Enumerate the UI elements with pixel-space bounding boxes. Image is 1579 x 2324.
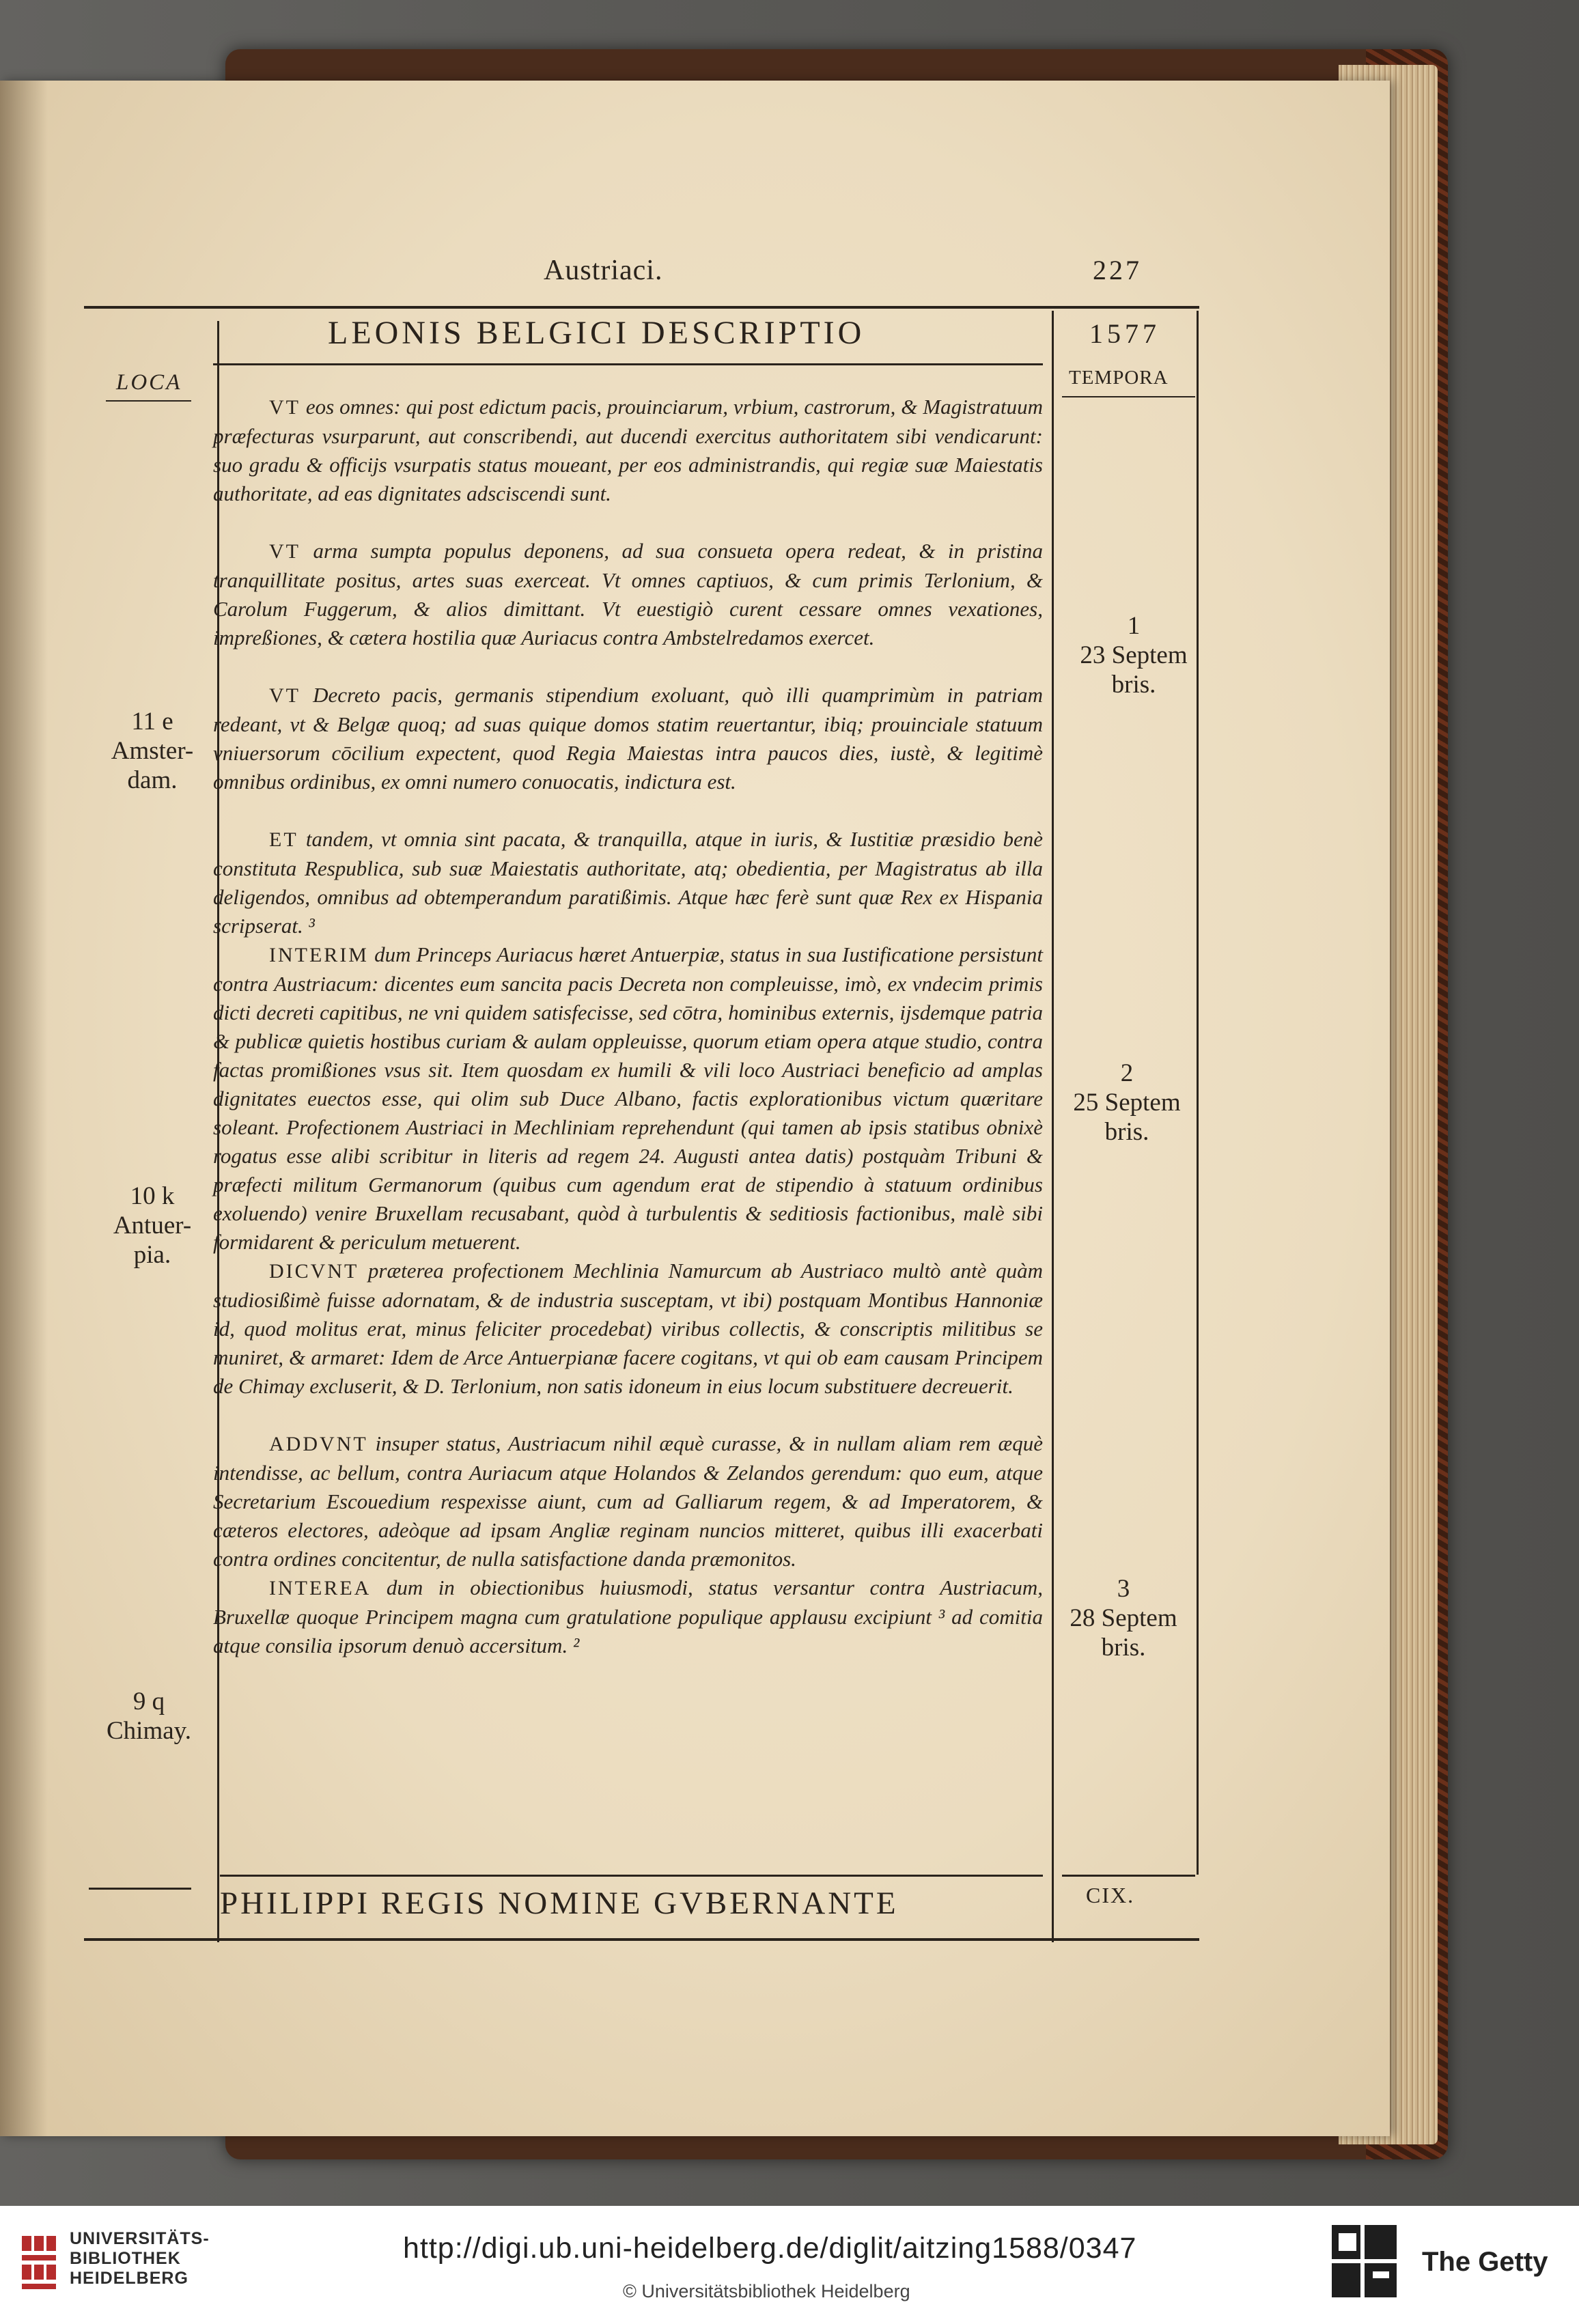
- margin-date-line: 3: [1117, 1575, 1130, 1603]
- paragraph-lead: VT: [269, 396, 301, 419]
- bottom-margin-rule-right: [1062, 1875, 1195, 1877]
- text-body: [213, 393, 1043, 1660]
- loca-rule: [106, 400, 191, 402]
- library-name-line: HEIDELBERG: [70, 2269, 188, 2288]
- paragraph: [213, 940, 1043, 1257]
- margin-date-line: 2: [1120, 1059, 1134, 1087]
- paragraph-text: tandem, vt omnia sint pacata, & tranquilla, atque in iuris, & Iustitiæ præsidio benè constituta Respublica, sub suæ Maiestatis authoritate, atq; obedientia, per Magistratus ab illa deligendos, omnibus ad obtemperandum paratißimis. Atque hæc ferè sunt quæ Rex ex Hispania scripserat. ³: [213, 827, 1044, 938]
- permalink[interactable]: http://digi.ub.uni-heidelberg.de/diglit/aitzing1588/0347: [403, 2232, 1137, 2265]
- paragraph: [213, 1257, 1043, 1401]
- library-name-line: UNIVERSITÄTS-: [70, 2229, 210, 2248]
- margin-date-line: bris.: [1104, 1118, 1149, 1146]
- paragraph-lead: DICVNT: [269, 1260, 359, 1283]
- paragraph: [213, 825, 1043, 940]
- paragraph: [213, 1573, 1043, 1660]
- paragraph: [213, 681, 1043, 796]
- paragraph-lead: VT: [269, 684, 301, 707]
- margin-place: [87, 707, 217, 795]
- paragraph-lead: ET: [269, 828, 298, 851]
- margin-date-line: bris.: [1111, 671, 1156, 699]
- margin-place-line: Chimay.: [106, 1717, 191, 1745]
- margin-place-line: pia.: [133, 1241, 171, 1269]
- paragraph: [213, 393, 1043, 508]
- margin-place: [81, 1687, 217, 1746]
- margin-place-line: 11 e: [131, 708, 173, 736]
- paragraph-lead: INTERIM: [269, 944, 369, 966]
- paragraph-text: eos omnes: qui post edictum pacis, prouinciarum, vrbium, castrorum, & Magistratuum præfecturas vsurparunt, aut conscribendi, aut ducendi exercitus authoritatem sibi vendicarunt: suo gradu & officijs vsurpatis status moueant, per eos administrandis, qui regiæ suæ Maiestatis authoritate, ad eas dignitates adsciscendi sunt.: [213, 395, 1044, 505]
- bottom-margin-rule-left: [89, 1888, 191, 1890]
- margin-date-line: bris.: [1101, 1634, 1146, 1662]
- paragraph-text: insuper status, Austriacum nihil æquè curasse, & in nullam aliam rem æquè intendisse, ac bellum, contra Auriacum atque Holandos & Zelandos gerendum: quo eum, atque Secretarium Escouedium respexisse aiunt, cum ad Galliarum regem, & ad Imperatorem, & cæteros electores, adeòque ad ipsam Angliæ reginam nuncios mitteret, quibus illi exacerbati contra ordines concitentur, de nulla satisfactione danda præmonitos.: [213, 1431, 1043, 1571]
- margin-place-line: dam.: [127, 766, 178, 794]
- paragraph: [213, 1429, 1043, 1573]
- top-rule: [84, 306, 1199, 309]
- margin-date-line: 25 Septem: [1073, 1089, 1181, 1117]
- margin-date-line: 23 Septem: [1080, 641, 1188, 669]
- running-title: Austriaci.: [544, 255, 663, 286]
- margin-date: [1055, 611, 1212, 699]
- margin-date: [1048, 1059, 1205, 1147]
- footer-title: PHILIPPI REGIS NOMINE GVBERNANTE: [220, 1886, 899, 1921]
- page-number: 227: [1093, 255, 1142, 285]
- paragraph-text: dum in obiectionibus huiusmodi, status versantur contra Austriacum, Bruxellæ quoque Principem magna cum gratulatione populique applausu excipiunt ³ ad comitia atque consilia ipsorum denuò accersitum. ²: [213, 1576, 1043, 1657]
- margin-date: [1042, 1574, 1205, 1662]
- paragraph-lead: VT: [269, 540, 301, 563]
- copyright-notice: © Universitätsbibliothek Heidelberg: [623, 2281, 910, 2301]
- paragraph-text: Decreto pacis, germanis stipendium exoluant, quò illi quamprimùm in patriam redeant, vt & Belgæ quoq; ad suas quique domos statim reuertantur, ibiq; prouinciale statuum vniuersorum cōcilium expectent, quod Regia Maiestas intra paucos dies, iustè, & legitimè omnibus ordinibus, ex omni numero conuocatis, indictura est.: [213, 683, 1043, 794]
- margin-place-line: Amster-: [111, 737, 194, 765]
- margin-place-line: Antuer-: [113, 1212, 192, 1240]
- margin-date-line: 1: [1127, 612, 1141, 640]
- margin-place-line: 10 k: [130, 1182, 175, 1210]
- year: 1577: [1089, 318, 1160, 349]
- bottom-text-rule: [220, 1875, 1043, 1877]
- paragraph-lead: ADDVNT: [269, 1433, 368, 1455]
- base-rule: [84, 1938, 1199, 1941]
- tempora-label: TEMPORA: [1069, 367, 1169, 389]
- getty-logo-icon: [1332, 2225, 1397, 2300]
- header-rule: [213, 363, 1043, 365]
- partner-name: The Getty: [1422, 2247, 1548, 2277]
- tempora-rule: [1062, 396, 1195, 397]
- paragraph-text: dum Princeps Auriacus hæret Antuerpiæ, status in sua Iustificatione persistunt contra Austriacum: dicentes eum sancita pacis Decreta non compleuisse, imò, ex vndecim primis dicti decreti capitibus, ne vni quidem satisfecisse, sed cōtra, hominibus externis, ijsdemque patria & publicæ quietis hostibus curiam & aulam oppleuisse, quorum etiam opera atque studio, contra factas promißiones vsus sit. Item quosdam ex humili & vili loco Austriaci beneficio ad amplas dignitates euectos esse, qui olim sub Duce Albano, factis explorationibus victum quæritare soleant. Profectionem Austriaci in Mechliniam reprehendunt (qui tamen ab ipsis statibus obnixè rogatus esse alibi scribitur in literis ad regem 24. Augusti antea datis) postquàm Tribuni & præfecti militum Germanorum (quibus cum agendum erat de stipendio à statuum ordinibus exoluendo) venire Bruxellam recusabant, quòd à turbulentis & seditiosis factionibus, malè sibi formidarent & periculum metuerent.: [213, 942, 1043, 1254]
- library-logo-icon: [19, 2232, 60, 2297]
- margin-date-line: 28 Septem: [1070, 1604, 1177, 1632]
- header-title: LEONIS BELGICI DESCRIPTIO: [328, 315, 865, 351]
- paragraph: [213, 537, 1043, 652]
- library-name: [70, 2229, 210, 2288]
- paragraph-text: arma sumpta populus deponens, ad sua consueta opera redeat, & in pristina tranquillitate positus, artes suas exerceat. Vt omnes captiuos, & cum primis Terlonium, & Carolum Fuggerum, & alios dimittant. Vt euestigiò curent cessare omnes vexationes, impreßiones, & cætera hostilia quæ Auriacus contra Ambstelredamos exercet.: [213, 539, 1044, 649]
- loca-label: LOCA: [116, 370, 182, 395]
- library-name-line: BIBLIOTHEK: [70, 2249, 181, 2268]
- gutter-shadow: [0, 81, 48, 2136]
- margin-place: [87, 1181, 217, 1270]
- footer-signature: CIX.: [1086, 1883, 1135, 1907]
- paragraph-text: præterea profectionem Mechlinia Namurcum ab Austriaco multò antè quàm studiosißimè fuisse adornatam, & de industria susceptam, vt ibi) postquam Montibus Hannoniæ id, quod molitus erat, minus feliciter procedebat) viribus collectis, & conscriptis militibus se muniret, & armaret: Idem de Arce Antuerpianæ facere cogitans, vt qui ob eam causam Principem de Chimay excluserit, & D. Terlonium, non satis idoneum in eius locum substituere decreuerit.: [213, 1259, 1043, 1398]
- margin-place-line: 9 q: [132, 1688, 165, 1716]
- paragraph-lead: INTEREA: [269, 1577, 372, 1599]
